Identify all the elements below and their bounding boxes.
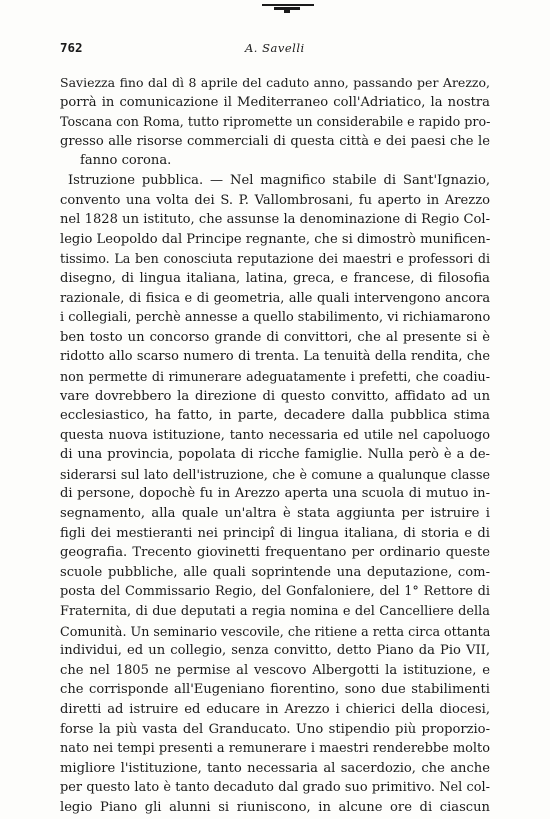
running-head-title: A. Savelli: [245, 41, 305, 55]
text-line: che nel 1805 ne permise al vescovo Albergotti la istituzione, e: [60, 662, 490, 678]
text-line: legio Leopoldo dal Principe regnante, che si dimostrò munificen-: [60, 231, 491, 247]
text-line: porrà in comunicazione il Mediterraneo coll'Adriatico, la nostra: [60, 94, 490, 110]
text-line: per questo lato è tanto decaduto dal grado suo primitivo. Nel col-: [60, 780, 490, 796]
text-line: di persone, dopochè fu in Arezzo aperta una scuola di mutuo in-: [60, 486, 490, 502]
text-line: scuole pubbliche, alle quali soprintende una deputazione, com-: [60, 564, 490, 580]
text-line: i collegiali, perchè annesse a quello stabilimento, vi richiamarono: [60, 310, 491, 326]
text-line: figli dei mestieranti nei principî di lingua italiana, di storia e di: [60, 525, 490, 541]
text-line: forse la più vasta del Granducato. Uno stipendio più proporzio-: [60, 721, 490, 737]
text-line: posta del Commissario Regio, del Gonfaloniere, del 1° Rettore di: [60, 584, 490, 600]
text-line: disegno, di lingua italiana, latina, greca, e francese, di filosofia: [60, 270, 490, 286]
text-line: segnamento, alla quale un'altra è stata aggiunta per istruire i: [60, 506, 490, 522]
body-text: [60, 73, 490, 818]
text-line: migliore l'istituzione, tanto necessaria al sacerdozio, che anche: [60, 760, 490, 776]
text-line: geografia. Trecento giovinetti frequentano per ordinario queste: [60, 545, 490, 561]
text-line: Saviezza fino dal dì 8 aprile del caduto anno, passando per Arezzo,: [60, 75, 490, 90]
text-line: convento una volta dei S. P. Vallombrosani, fu aperto in Arezzo: [60, 192, 490, 208]
text-line: razionale, di fisica e di geometria, alle quali intervengono ancora: [60, 290, 490, 306]
page-top-ornament: [262, 4, 314, 14]
text-line: nato nei tempi presenti a remunerare i maestri renderebbe molto: [60, 741, 490, 757]
text-line: non permette di rimunerare adeguatamente i prefetti, che coadiu-: [60, 368, 490, 384]
running-head: [60, 40, 490, 58]
text-line: vare dovrebbero la direzione di questo convitto, affidato ad un: [60, 388, 490, 404]
text-line: ecclesiastico, ha fatto, in parte, decadere dalla pubblica stima: [60, 408, 490, 424]
text-line: individui, ed un collegio, senza convitto, detto Piano da Pio VII,: [60, 643, 490, 659]
text-line: legio Piano gli alunni si riuniscono, in alcune ore di ciascun: [60, 799, 490, 815]
text-line: Toscana con Roma, tutto ripromette un considerabile e rapido pro-: [60, 114, 491, 130]
text-line: questa nuova istituzione, tanto necessaria ed utile nel capoluogo: [60, 427, 490, 443]
text-line: gresso alle risorse commerciali di questa città e dei paesi che le: [60, 133, 490, 149]
text-line: siderarsi sul lato dell'istruzione, che è comune a qualunque classe: [60, 466, 490, 482]
text-line: Fraternita, di due deputati a regia nomina e del Cancelliere della: [60, 604, 490, 620]
text-line: fanno corona.: [80, 153, 172, 169]
text-line: nel 1828 un istituto, che assunse la denominazione di Regio Col-: [60, 212, 490, 228]
text-line: che corrisponde all'Eugeniano fiorentino, sono due stabilimenti: [60, 682, 490, 698]
text-line: ridotto allo scarso numero di trenta. La tenuità della rendita, che: [60, 349, 490, 365]
text-line: ben tosto un concorso grande di convittori, che al presente si è: [60, 329, 490, 345]
page-number: 762: [60, 40, 83, 55]
text-line: tissimo. La ben conosciuta reputazione dei maestri e professori di: [60, 251, 490, 267]
text-line: di una provincia, popolata di ricche famiglie. Nulla però è a de-: [60, 447, 490, 463]
section-heading-line: Istruzione pubblica. — Nel magnifico stabile di Sant'Ignazio,: [68, 172, 490, 188]
text-line: Comunità. Un seminario vescovile, che ritiene a retta circa ottanta: [60, 623, 491, 639]
text-line: diretti ad istruire ed educare in Arezzo i chierici della diocesi,: [60, 702, 490, 717]
